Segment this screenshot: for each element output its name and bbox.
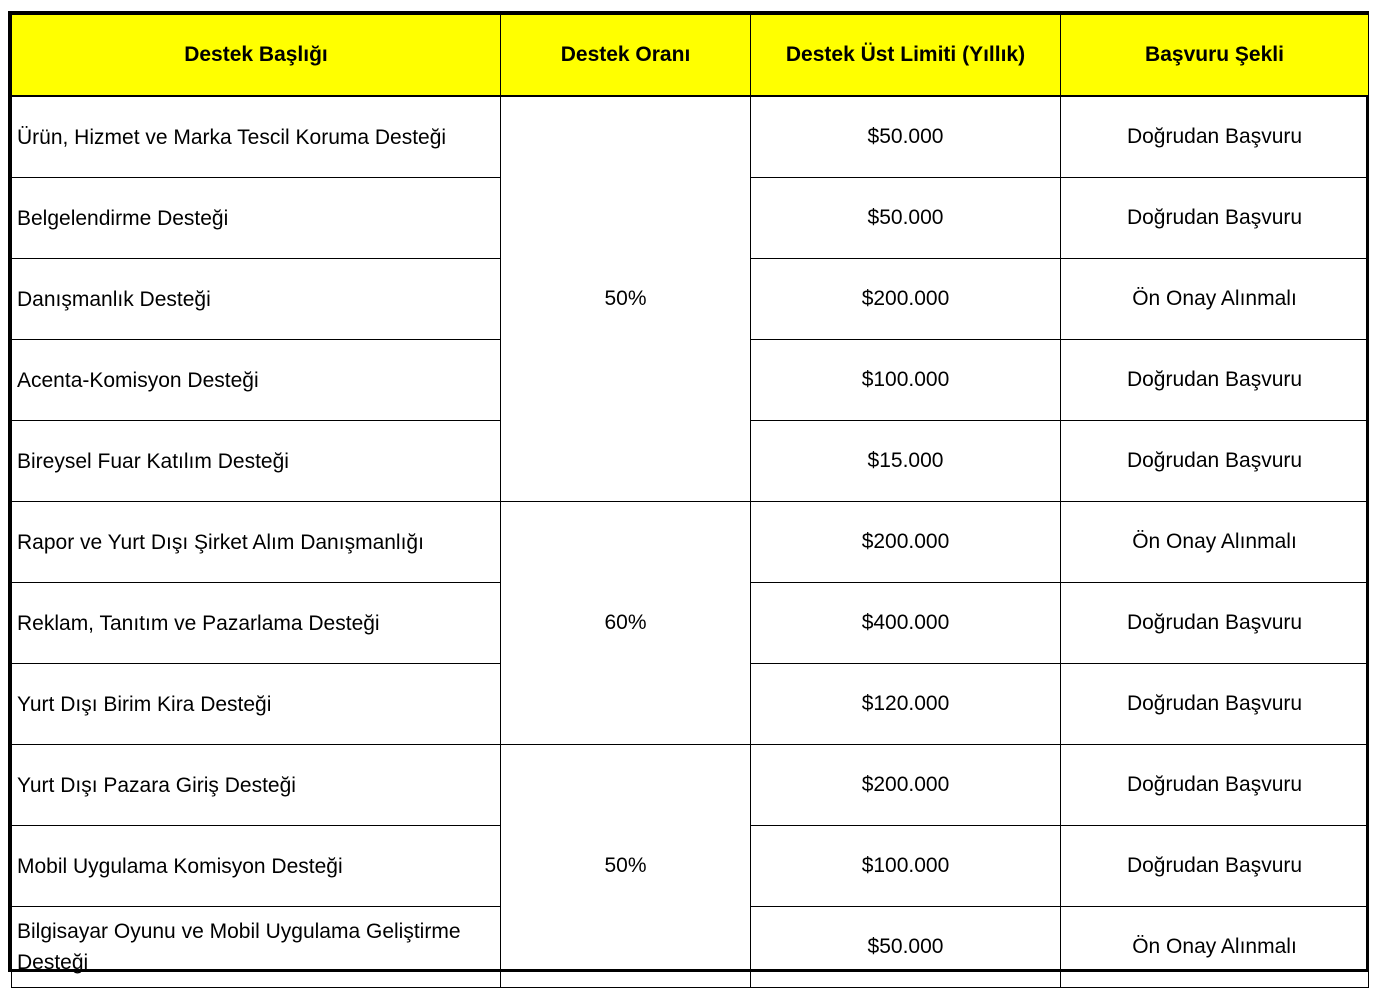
- support-rate-cell: 60%: [501, 502, 751, 745]
- header-support-rate: Destek Oranı: [501, 15, 751, 97]
- support-title-cell: Acenta-Komisyon Desteği: [12, 340, 501, 421]
- support-limit-cell: $120.000: [751, 664, 1061, 745]
- application-method-cell: Doğrudan Başvuru: [1061, 664, 1369, 745]
- application-method-cell: Doğrudan Başvuru: [1061, 96, 1369, 178]
- support-limit-cell: $200.000: [751, 502, 1061, 583]
- support-title-cell: Mobil Uygulama Komisyon Desteği: [12, 826, 501, 907]
- support-rate-cell: 50%: [501, 96, 751, 502]
- support-title-cell: Rapor ve Yurt Dışı Şirket Alım Danışmanlığı: [12, 502, 501, 583]
- support-limit-cell: $50.000: [751, 96, 1061, 178]
- application-method-cell: Ön Onay Alınmalı: [1061, 502, 1369, 583]
- application-method-cell: Doğrudan Başvuru: [1061, 421, 1369, 502]
- application-method-cell: Doğrudan Başvuru: [1061, 340, 1369, 421]
- application-method-cell: Doğrudan Başvuru: [1061, 583, 1369, 664]
- header-support-title: Destek Başlığı: [12, 15, 501, 97]
- support-title-cell: Bireysel Fuar Katılım Desteği: [12, 421, 501, 502]
- support-limit-cell: $100.000: [751, 826, 1061, 907]
- application-method-cell: Doğrudan Başvuru: [1061, 745, 1369, 826]
- application-method-cell: Doğrudan Başvuru: [1061, 826, 1369, 907]
- support-rate-cell: 50%: [501, 745, 751, 988]
- support-limit-cell: $50.000: [751, 178, 1061, 259]
- support-limit-cell: $100.000: [751, 340, 1061, 421]
- header-application-method: Başvuru Şekli: [1061, 15, 1369, 97]
- application-method-cell: Doğrudan Başvuru: [1061, 178, 1369, 259]
- support-title-cell: Belgelendirme Desteği: [12, 178, 501, 259]
- table-row: [12, 96, 1369, 178]
- support-limit-cell: $200.000: [751, 745, 1061, 826]
- support-title-cell: Yurt Dışı Birim Kira Desteği: [12, 664, 501, 745]
- support-title-cell: Yurt Dışı Pazara Giriş Desteği: [12, 745, 501, 826]
- support-title-cell: Reklam, Tanıtım ve Pazarlama Desteği: [12, 583, 501, 664]
- header-support-limit: Destek Üst Limiti (Yıllık): [751, 15, 1061, 97]
- table-row: [12, 745, 1369, 826]
- support-limit-cell: $200.000: [751, 259, 1061, 340]
- support-title-cell: Ürün, Hizmet ve Marka Tescil Koruma Desteği: [12, 96, 501, 178]
- support-table: [11, 14, 1369, 988]
- support-title-cell: Bilgisayar Oyunu ve Mobil Uygulama Geliştirme Desteği: [12, 907, 501, 988]
- support-title-cell: Danışmanlık Desteği: [12, 259, 501, 340]
- application-method-cell: Ön Onay Alınmalı: [1061, 907, 1369, 988]
- support-table-frame: [8, 11, 1369, 972]
- header-row: [12, 15, 1369, 97]
- support-limit-cell: $50.000: [751, 907, 1061, 988]
- support-limit-cell: $15.000: [751, 421, 1061, 502]
- application-method-cell: Ön Onay Alınmalı: [1061, 259, 1369, 340]
- table-row: [12, 502, 1369, 583]
- support-limit-cell: $400.000: [751, 583, 1061, 664]
